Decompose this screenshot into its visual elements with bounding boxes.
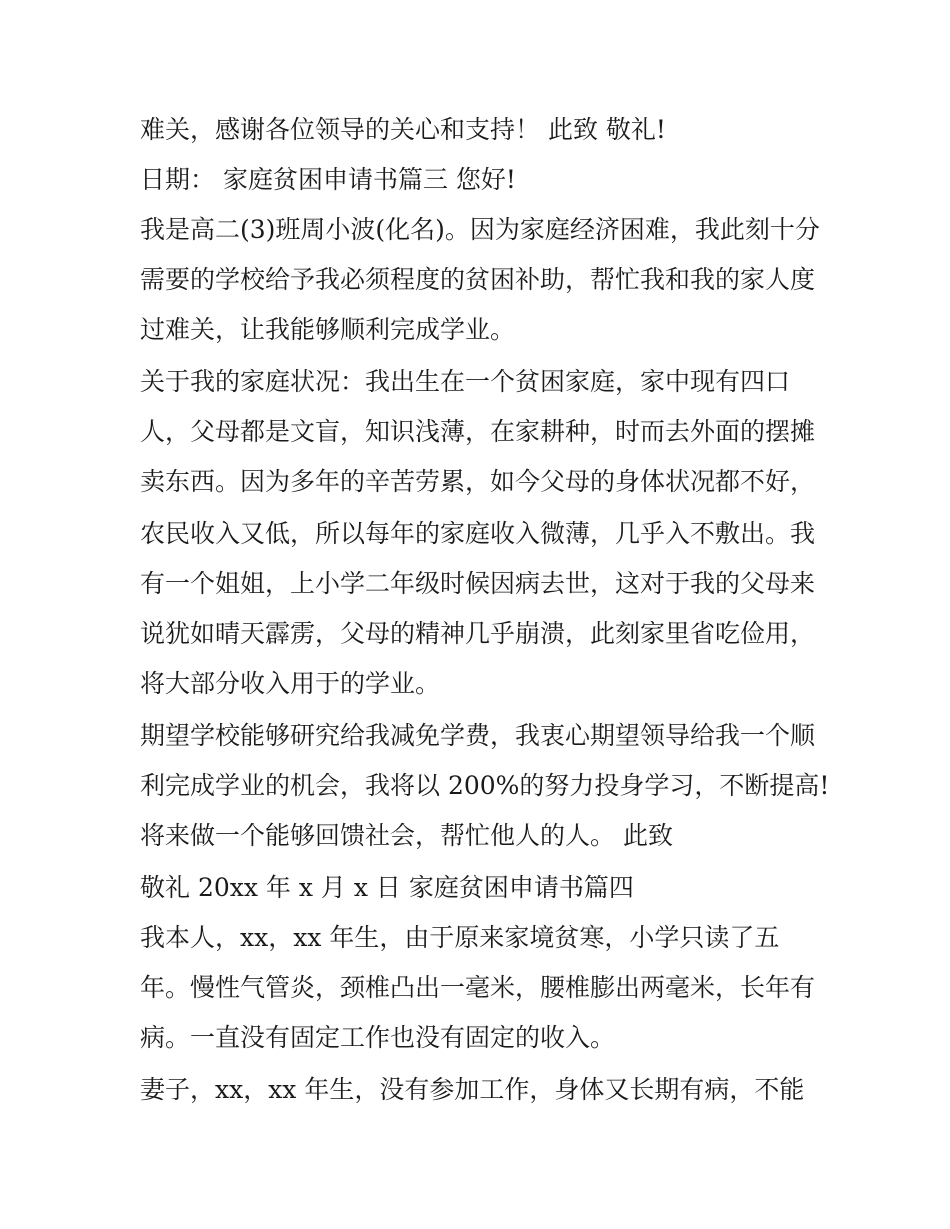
text-line: 卖东西。因为多年的辛苦劳累，如今父母的身体状况都不好， (140, 467, 816, 496)
text-line: 利完成学业的机会，我将以 200%的努力投身学习，不断提高! (140, 771, 830, 800)
text-line: 将大部分收入用于的学业。 (140, 669, 441, 698)
text-line: 农民收入又低，所以每年的家庭收入微薄，几乎入不敷出。我 (140, 519, 816, 548)
text-line: 我是高二(3)班周小波(化名)。因为家庭经济困难，我此刻十分 (140, 215, 820, 244)
text-line: 妻子，xx，xx 年生，没有参加工作，身体又长期有病，不能 (140, 1075, 805, 1104)
text-line: 病。一直没有固定工作也没有固定的收入。 (140, 1023, 616, 1052)
text-line: 期望学校能够研究给我减免学费，我衷心期望领导给我一个顺 (140, 721, 816, 750)
text-line: 过难关，让我能够顺利完成学业。 (140, 315, 516, 344)
text-line: 说犹如晴天霹雳，父母的精神几乎崩溃，此刻家里省吃俭用， (140, 619, 816, 648)
text-line: 敬礼 20xx 年 x 月 x 日 家庭贫困申请书篇四 (140, 873, 634, 902)
text-line: 日期： 家庭贫困申请书篇三 您好! (140, 165, 516, 194)
text-line: 难关，感谢各位领导的关心和支持！ 此致 敬礼! (140, 115, 666, 144)
text-line: 人，父母都是文盲，知识浅薄，在家耕种，时而去外面的摆摊 (140, 417, 816, 446)
text-line: 有一个姐姐，上小学二年级时候因病去世，这对于我的父母来 (140, 569, 816, 598)
text-line: 我本人，xx，xx 年生，由于原来家境贫寒，小学只读了五 (140, 923, 780, 952)
text-line: 需要的学校给予我必须程度的贫困补助，帮忙我和我的家人度 (140, 265, 816, 294)
text-line: 将来做一个能够回馈社会，帮忙他人的人。 此致 (140, 821, 673, 850)
text-line: 关于我的家庭状况：我出生在一个贫困家庭，家中现有四口 (140, 367, 791, 396)
text-line: 年。慢性气管炎，颈椎凸出一毫米，腰椎膨出两毫米，长年有 (140, 973, 816, 1002)
